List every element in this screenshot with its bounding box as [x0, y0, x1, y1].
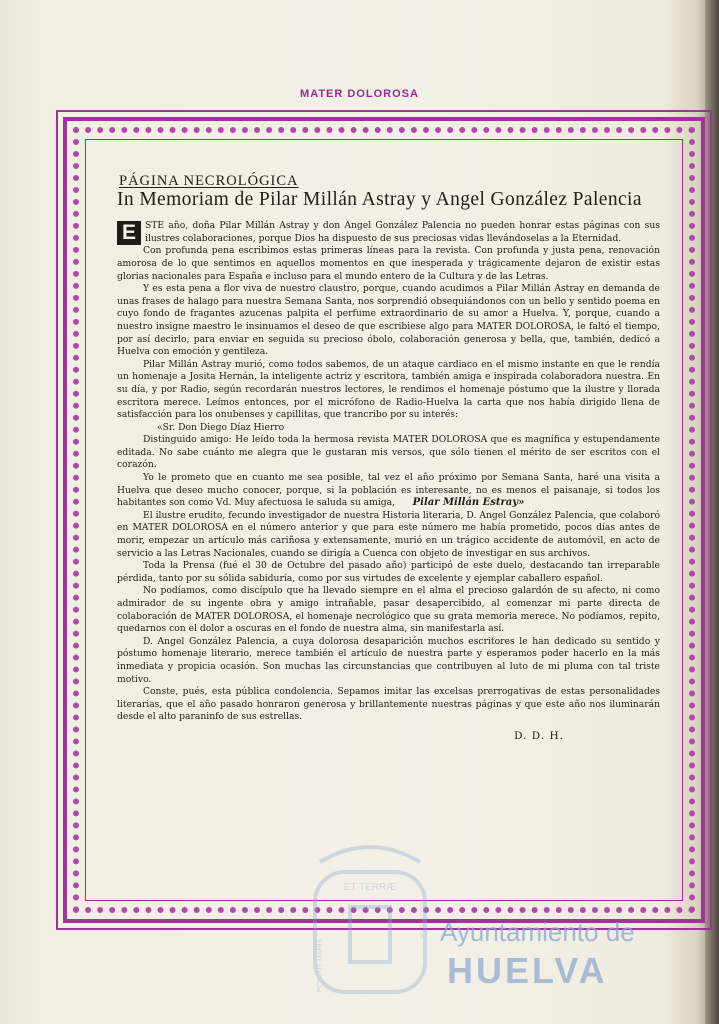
paragraph-4: Pilar Millán Astray murió, como todos sabemos, de un ataque cardiaco en el mismo instante en que le rendía un homenaje a Josita Hernán, la inteligente actriz y escritora, también amiga e inspirada colaboradora nuestra. En su día, y por Radio, según recordarán nuestros lectores, le rendimos el homenaje póstumo que la ilustre y llorada escritora merece. Leímos entonces, por el micrófono de Radio-Huelva la carta que nos había dirigido llena de satisfacción para los onubenses y capillitas, que trancribo por su interés: [117, 358, 660, 421]
watermark-line-1: Ayuntamiento de [440, 917, 635, 947]
paragraph-1: E STE año, doña Pilar Millán Astray y don Angel González Palencia no pueden honrar estas páginas con sus ilustres colaboraciones, porque Dios ha dispuesto de sus preciosas vidas llevándoselas a la Eternidad. [117, 220, 660, 245]
section-title: PÁGINA NECROLÓGICA [119, 173, 299, 189]
closing-paragraph-2: Toda la Prensa (fué el 30 de Octubre del pasado año) participó de este duelo, destacando tan irreparable pérdida, tanto por su sólida sabiduría, como por sus virtudes de excelente y ejemplar caballero español. [117, 560, 660, 584]
paragraph-2: Con profunda pena escribimos estas primeras líneas para la revista. Con profunda y justa pena, renovación amorosa de lo que sentimos en aquellos momentos en que inesperada y trágicamente dejaron de existir estas glorias nacionales para España e incluso para el mundo entero de la Cultura y de las Letras. [117, 245, 660, 282]
seal-text-right: CUSTODIA [418, 902, 425, 939]
closing-paragraph-3: No podíamos, como discípulo que ha llevado siempre en el alma el precioso galardón de su afecto, ni como admirador de su ingente obra y amigo intrañable, pasar desapercibido, al comenzar mi parte directa de colaboración de MATER DOLOROSA, el homenaje necrológico que su grata memoria merece. No podíamos, repito, quedarnos con el dolor a oscuras en el fondo de nuestra alma, sin manifestarla así. [117, 585, 660, 635]
letter-salutation: «Sr. Don Diego Díaz Hierro [157, 421, 285, 433]
seal-tower-shape [350, 907, 390, 962]
seal-text-top: ET TERRÆ [343, 882, 397, 893]
author-initials: D. D. H. [514, 729, 564, 742]
seal-crown-shape [320, 847, 420, 862]
closing-paragraph-4: D. Angel González Palencia, a cuya dolorosa desaparición muchos escritores le han dedicado su sentido y póstumo homenaje literario, merece también el artículo de nuestra parte y esperamos poder hacerlo en la más inmediata y propicia ocasión. Son muchas las circunstancias que contribuyen al luto de mi pluma con tal triste motivo. [117, 635, 660, 685]
letter-paragraph-1: Distinguido amigo: He leído toda la hermosa revista MATER DOLOROSA que es magnífica y estupendamente editada. No sabe cuánto me alegra que le gustaran mis versos, que sólo tienen el mérito de ser escritos con el corazón. [117, 434, 660, 471]
article-body [117, 175, 660, 743]
watermark-line-2: HUELVA [447, 950, 608, 991]
letter-paragraph-2: Yo le prometo que en cuanto me sea posible, tal vez el año próximo por Semana Santa, haré una visita a Huelva que deseo mucho conocer, porque, si la población es interesante, no es menos el paisanaje, si todos los habitantes son como Vd. Muy afectuosa le saluda su amiga, Pilar Millán Estray» [117, 472, 660, 509]
running-head: MATER DOLOROSA [300, 88, 419, 100]
letter-signature: Pilar Millán Estray» [412, 497, 525, 509]
drop-cap: E [117, 221, 141, 245]
article-title: In Memoriam de Pilar Millán Astray y Angel González Palencia [117, 188, 642, 210]
closing-paragraph-5: Conste, pués, esta pública condolencia. Sepamos imitar las excelsas prerrogativas de estas personalidades literarias, que el año pasado honraron generosa y brillantemente nuestras páginas y que este año nos iluminarán desde el alto paraninfo de sus estrellas. [117, 686, 660, 723]
closing-paragraph-1: El ilustre erudito, fecundo investigador de nuestra Historia literaria, D. Angel González Palencia, que colaboró en MATER DOLOROSA en el número anterior y que para este número me había prometido, pocos días antes de morir, empezar un artículo más cariñosa y extensamente, murió en un trágico accidente de automóvil, en acto de servicio a las Letras Nacionales, cuando se dirigía a Cuenca con objeto de investigar en sus archivos. [117, 509, 660, 559]
paragraph-3: Y es esta pena a flor viva de nuestro claustro, porque, cuando acudimos a Pilar Millán Astray en demanda de unas frases de halago para nuestra Semana Santa, nos sorprendió obsequiándonos con un bello y sentido poema en cuyo fondo de fragantes azucenas palpita el perfume extraordinario de su amor a Huelva. Y, porque, cuando a nuestro insigne maestro le insinuamos el deseo de que escribiese algo para MATER DOLOROSA, le faltó el tiempo, por así decirlo, para enviar en seguida su precioso óbolo, colaboración generosa y bella, que, también, dedicó a Huelva con emoción y gentileza. [117, 283, 660, 358]
seal-text-left: PORTUS MARIS [317, 938, 324, 992]
book-spine-shadow [705, 0, 719, 1024]
